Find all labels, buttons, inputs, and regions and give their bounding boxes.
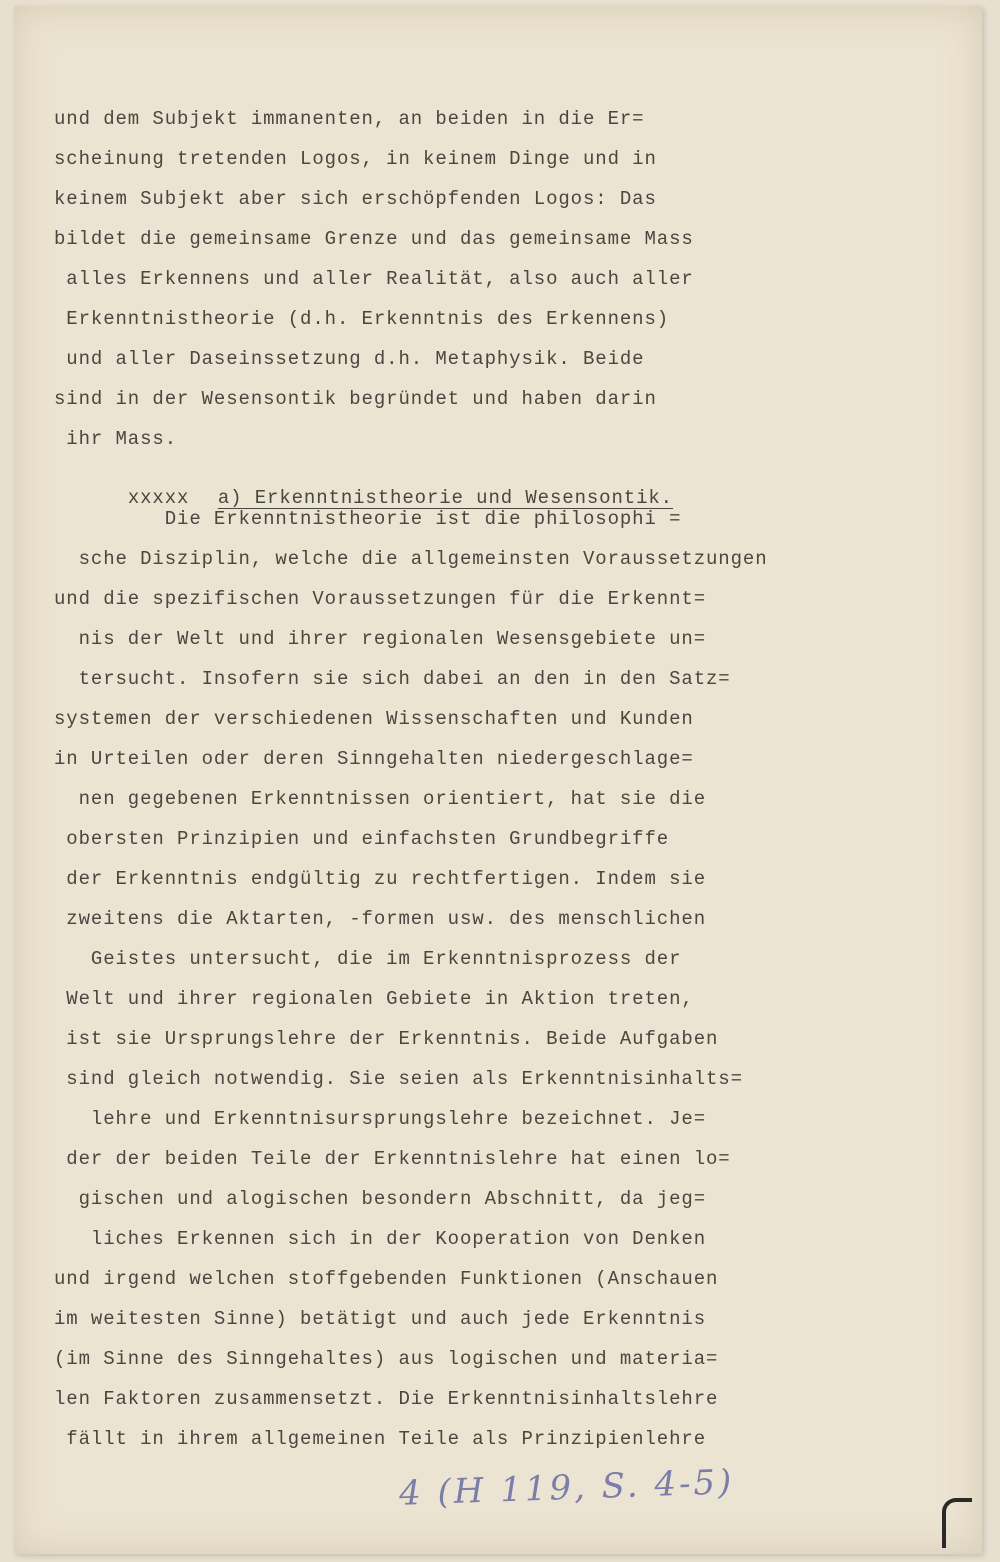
text-line: scheinung tretenden Logos, in keinem Dinge und in: [54, 148, 657, 170]
paper-clip-icon: [942, 1498, 972, 1548]
text-line: ihr Mass.: [54, 428, 178, 450]
text-line: Welt und ihrer regionalen Gebiete in Aktion treten,: [54, 988, 694, 1010]
text-line: der Erkenntnis endgültig zu rechtfertigen. Indem sie: [54, 868, 706, 890]
text-line: fällt in ihrem allgemeinen Teile als Prinzipienlehre: [54, 1428, 706, 1450]
struck-marker: xxxxx: [127, 487, 190, 509]
text-line: tersucht. Insofern sie sich dabei an den in den Satz=: [54, 668, 731, 690]
text-line: im weitesten Sinne) betätigt und auch jede Erkenntnis: [54, 1308, 706, 1330]
pencil-archive-note: 4 (H 119, S. 4-5): [398, 1462, 735, 1514]
text-line: lehre und Erkenntnisursprungslehre bezeichnet. Je=: [54, 1108, 706, 1130]
text-line: ist sie Ursprungslehre der Erkenntnis. Beide Aufgaben: [54, 1028, 719, 1050]
text-line: alles Erkennens und aller Realität, also auch aller: [54, 268, 694, 290]
text-line: und aller Daseinssetzung d.h. Metaphysik. Beide: [54, 348, 645, 370]
text-line: sche Disziplin, welche die allgemeinsten Voraussetzungen: [54, 548, 768, 570]
text-line: gischen und alogischen besondern Abschnitt, da jeg=: [54, 1188, 706, 1210]
text-line: Geistes untersucht, die im Erkenntnisprozess der: [54, 948, 682, 970]
text-line: der der beiden Teile der Erkenntnislehre hat einen lo=: [54, 1148, 731, 1170]
text-line: nen gegebenen Erkenntnissen orientiert, hat sie die: [54, 788, 706, 810]
text-line: obersten Prinzipien und einfachsten Grundbegriffe: [54, 828, 670, 850]
text-line: Die Erkenntnistheorie ist die philosophi =: [54, 508, 682, 530]
text-line: sind gleich notwendig. Sie seien als Erkenntnisinhalts=: [54, 1068, 743, 1090]
text-line: liches Erkennen sich in der Kooperation von Denken: [54, 1228, 706, 1250]
text-line: len Faktoren zusammensetzt. Die Erkenntnisinhaltslehre: [54, 1388, 719, 1410]
text-line: sind in der Wesensontik begründet und haben darin: [54, 388, 657, 410]
text-line: in Urteilen oder deren Sinngehalten niedergeschlage=: [54, 748, 694, 770]
text-line: und die spezifischen Voraussetzungen für die Erkennt=: [54, 588, 706, 610]
document-page: [14, 6, 982, 1554]
text-line: (im Sinne des Sinngehaltes) aus logischen und materia=: [54, 1348, 719, 1370]
text-line: keinem Subjekt aber sich erschöpfenden Logos: Das: [54, 188, 657, 210]
text-line: nis der Welt und ihrer regionalen Wesensgebiete un=: [54, 628, 706, 650]
text-line: zweitens die Aktarten, -formen usw. des menschlichen: [54, 908, 706, 930]
section-heading-title: a) Erkenntnistheorie und Wesensontik.: [217, 487, 673, 509]
text-line: bildet die gemeinsame Grenze und das gemeinsame Mass: [54, 228, 694, 250]
text-line: systemen der verschiedenen Wissenschaften und Kunden: [54, 708, 694, 730]
text-line: Erkenntnistheorie (d.h. Erkenntnis des Erkennens): [54, 308, 670, 330]
text-line: und dem Subjekt immanenten, an beiden in die Er=: [54, 108, 645, 130]
text-line: und irgend welchen stoffgebenden Funktionen (Anschauen: [54, 1268, 719, 1290]
